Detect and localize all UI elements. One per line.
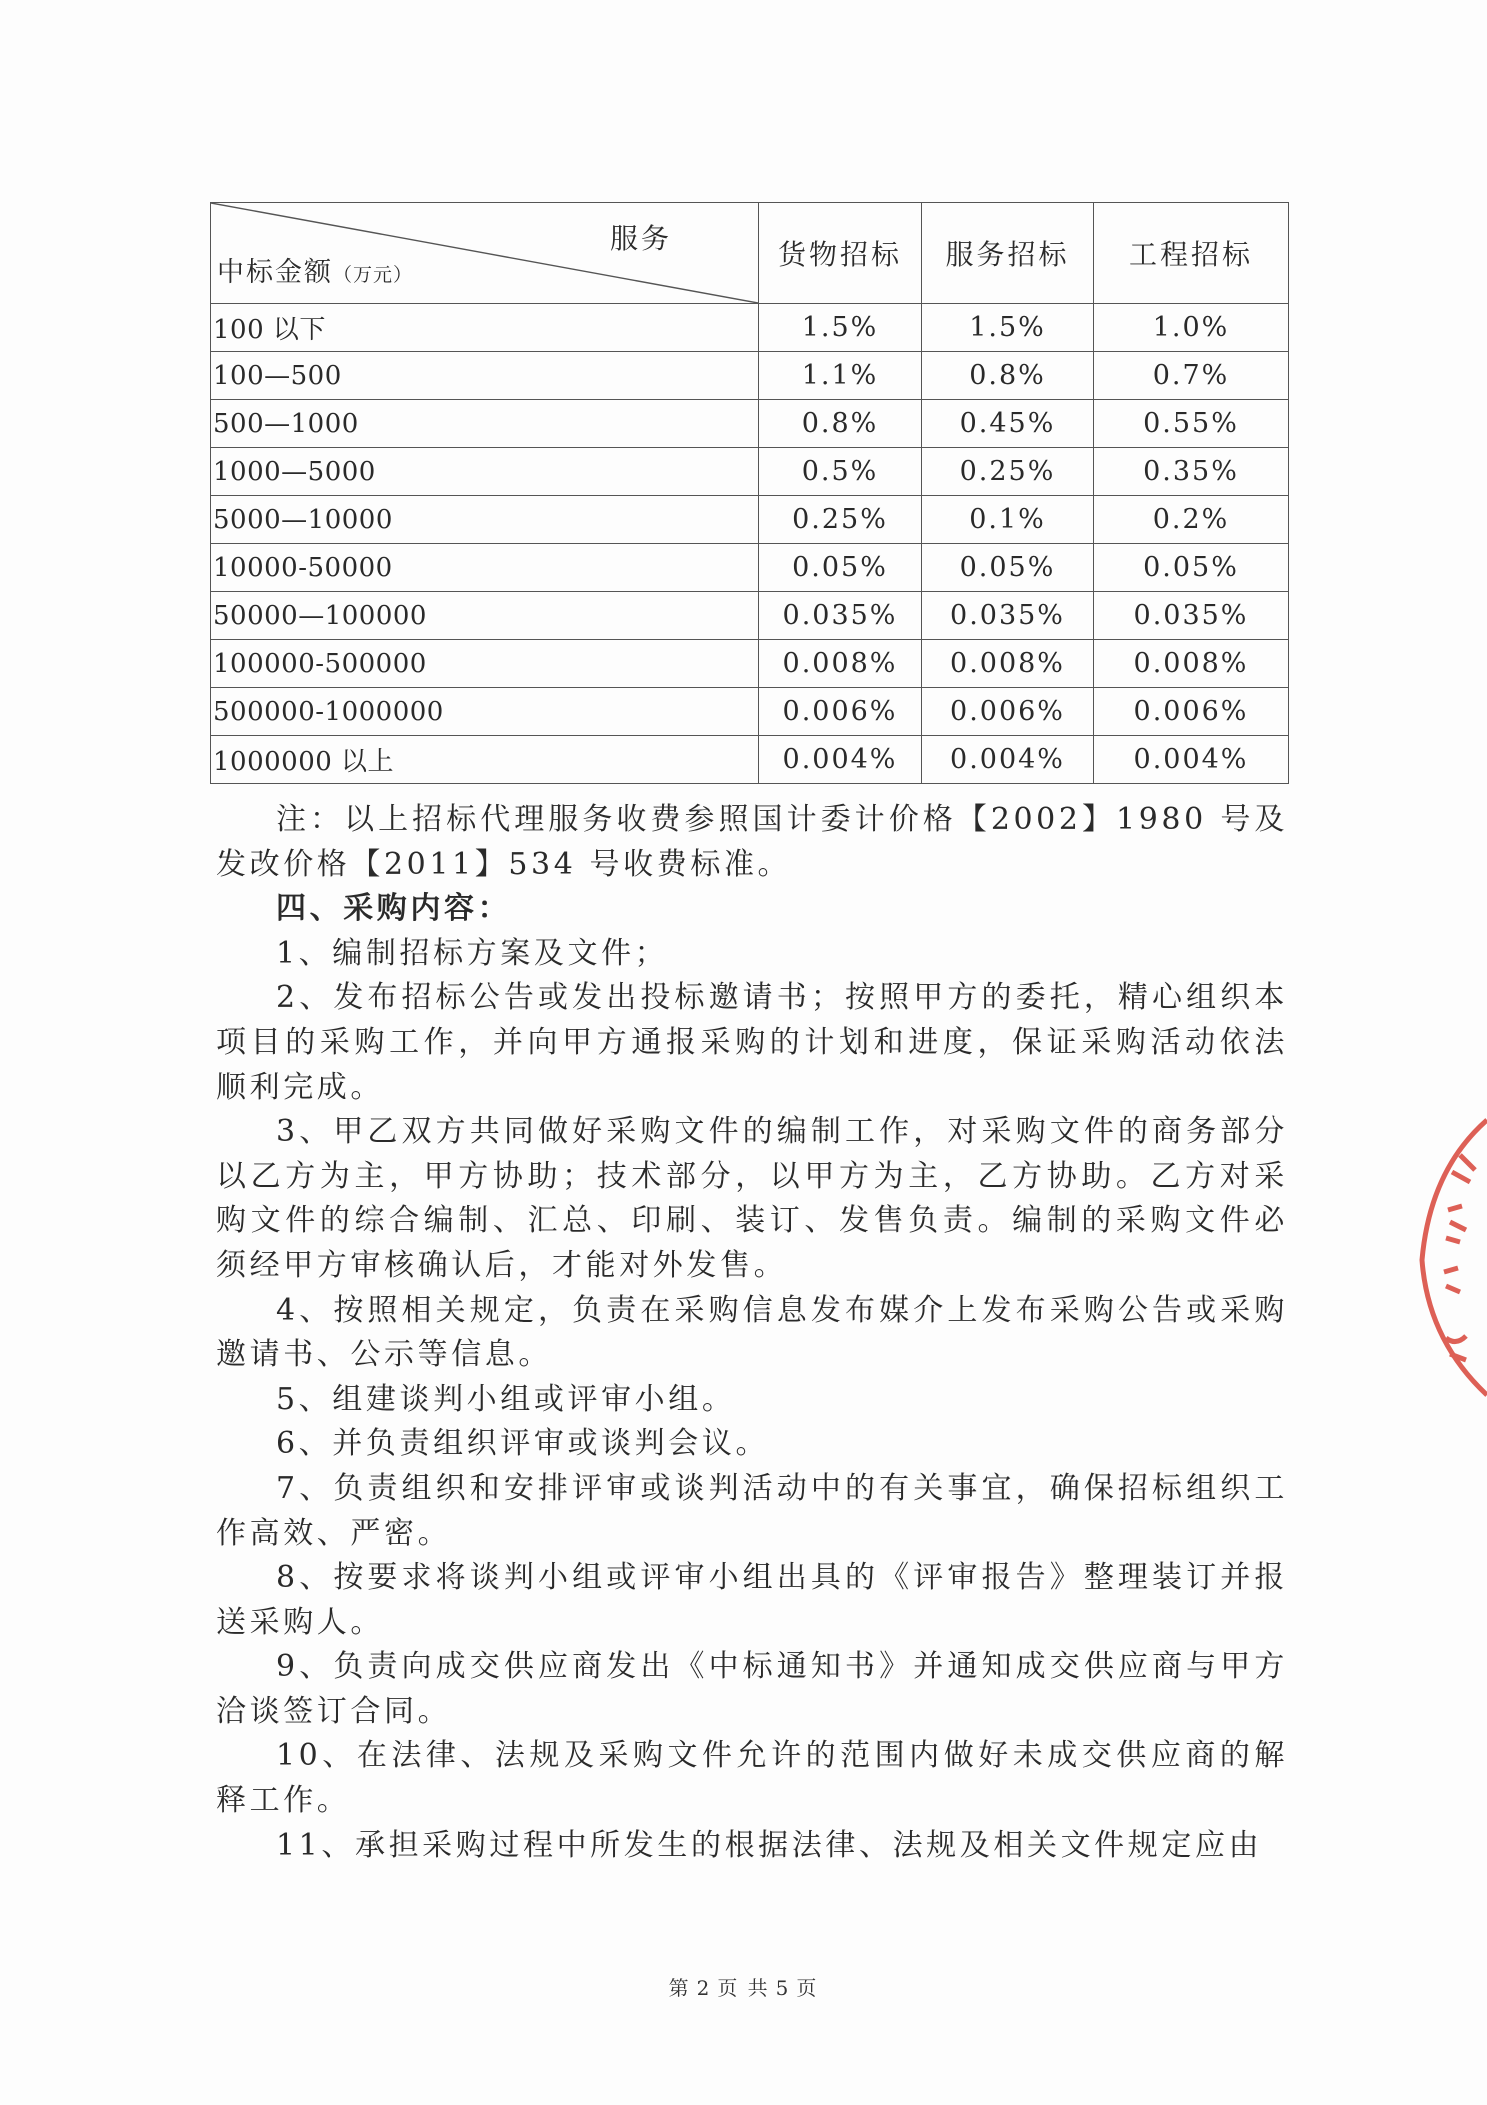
services-rate-cell: 0.1% bbox=[922, 496, 1094, 544]
list-item: 10、在法律、法规及采购文件允许的范围内做好未成交供应商的解释工作。 bbox=[216, 1738, 1288, 1819]
page-number: 2 bbox=[696, 1976, 712, 2000]
amount-range-cell: 1000000 以上 bbox=[211, 736, 759, 784]
goods-rate-cell: 1.5% bbox=[759, 304, 922, 352]
amount-range-cell: 100 以下 bbox=[211, 304, 759, 352]
amount-range-cell: 500000-1000000 bbox=[211, 688, 759, 736]
diag-amount-label: 中标金额 bbox=[217, 257, 333, 288]
goods-rate-cell: 1.1% bbox=[759, 352, 922, 400]
amount-range-cell: 100—500 bbox=[211, 352, 759, 400]
list-item: 2、发布招标公告或发出投标邀请书；按照甲方的委托，精心组织本项目的采购工作，并向甲方通报采购的计划和进度，保证采购活动依法顺利完成。 bbox=[216, 980, 1288, 1105]
amount-range-cell: 1000—5000 bbox=[211, 448, 759, 496]
goods-rate-cell: 0.035% bbox=[759, 592, 922, 640]
services-rate-cell: 0.006% bbox=[922, 688, 1094, 736]
engineering-rate-cell: 1.0% bbox=[1094, 304, 1289, 352]
goods-rate-cell: 0.006% bbox=[759, 688, 922, 736]
table-row bbox=[211, 400, 1289, 448]
engineering-rate-cell: 0.004% bbox=[1094, 736, 1289, 784]
table-row bbox=[211, 736, 1289, 784]
fee-note: 注：以上招标代理服务收费参照国计委计价格【2002】1980 号及发改价格【2011】534 号收费标准。 bbox=[216, 802, 1288, 882]
amount-range-cell: 100000-500000 bbox=[211, 640, 759, 688]
engineering-rate-cell: 0.35% bbox=[1094, 448, 1289, 496]
section-heading-procurement-content: 四、采购内容： bbox=[276, 891, 512, 927]
engineering-rate-cell: 0.05% bbox=[1094, 544, 1289, 592]
list-item: 8、按要求将谈判小组或评审小组出具的《评审报告》整理装订并报送采购人。 bbox=[216, 1560, 1288, 1640]
diag-header-amount bbox=[217, 250, 413, 289]
table-row bbox=[211, 352, 1289, 400]
diagonal-header-cell bbox=[211, 203, 759, 304]
services-rate-cell: 0.008% bbox=[922, 640, 1094, 688]
footer-middle: 页 共 bbox=[717, 1976, 770, 2000]
engineering-rate-cell: 0.006% bbox=[1094, 688, 1289, 736]
goods-rate-cell: 0.8% bbox=[759, 400, 922, 448]
goods-rate-cell: 0.05% bbox=[759, 544, 922, 592]
seal-mark bbox=[1446, 1206, 1466, 1242]
list-item: 5、组建谈判小组或评审小组。 bbox=[276, 1381, 736, 1417]
services-rate-cell: 0.004% bbox=[922, 736, 1094, 784]
amount-range-cell: 10000-50000 bbox=[211, 544, 759, 592]
list-item: 3、甲乙双方共同做好采购文件的编制工作，对采购文件的商务部分以乙方为主，甲方协助；技术部分，以甲方为主，乙方协助。乙方对采购文件的综合编制、汇总、印刷、装订、发售负责。编制的采购文件必须经甲方审核确认后，才能对外发售。 bbox=[216, 1114, 1288, 1283]
services-rate-cell: 0.25% bbox=[922, 448, 1094, 496]
goods-rate-cell: 0.25% bbox=[759, 496, 922, 544]
total-pages: 5 bbox=[775, 1976, 791, 2000]
partial-seal-stamp bbox=[1400, 1110, 1487, 1400]
services-rate-cell: 1.5% bbox=[922, 304, 1094, 352]
list-item: 9、负责向成交供应商发出《中标通知书》并通知成交供应商与甲方洽谈签订合同。 bbox=[216, 1649, 1288, 1729]
procurement-text bbox=[216, 798, 1288, 1868]
engineering-rate-cell: 0.008% bbox=[1094, 640, 1289, 688]
seal-mark bbox=[1444, 1268, 1460, 1292]
engineering-rate-cell: 0.7% bbox=[1094, 352, 1289, 400]
services-rate-cell: 0.035% bbox=[922, 592, 1094, 640]
column-header-engineering: 工程招标 bbox=[1094, 203, 1289, 304]
amount-range-cell: 50000—100000 bbox=[211, 592, 759, 640]
table-row bbox=[211, 448, 1289, 496]
services-rate-cell: 0.8% bbox=[922, 352, 1094, 400]
table-header-row bbox=[211, 203, 1289, 304]
table-row bbox=[211, 544, 1289, 592]
page-footer bbox=[0, 1972, 1487, 2001]
diag-amount-unit: （万元） bbox=[333, 264, 414, 286]
footer-prefix: 第 bbox=[668, 1976, 691, 2000]
goods-rate-cell: 0.5% bbox=[759, 448, 922, 496]
amount-range-cell: 500—1000 bbox=[211, 400, 759, 448]
list-item: 7、负责组织和安排评审或谈判活动中的有关事宜，确保招标组织工作高效、严密。 bbox=[216, 1470, 1288, 1551]
engineering-rate-cell: 0.55% bbox=[1094, 400, 1289, 448]
list-item: 6、并负责组织评审或谈判会议。 bbox=[276, 1426, 770, 1462]
column-header-services: 服务招标 bbox=[922, 203, 1094, 304]
table-row bbox=[211, 592, 1289, 640]
table-row bbox=[211, 304, 1289, 352]
fee-rate-table bbox=[210, 202, 1289, 784]
goods-rate-cell: 0.004% bbox=[759, 736, 922, 784]
goods-rate-cell: 0.008% bbox=[759, 640, 922, 688]
column-header-goods: 货物招标 bbox=[759, 203, 922, 304]
table-row bbox=[211, 640, 1289, 688]
diag-header-service: 服务 bbox=[609, 222, 672, 255]
engineering-rate-cell: 0.2% bbox=[1094, 496, 1289, 544]
list-item: 11、承担采购过程中所发生的根据法律、法规及相关文件规定应由 bbox=[276, 1827, 1263, 1863]
services-rate-cell: 0.45% bbox=[922, 400, 1094, 448]
services-rate-cell: 0.05% bbox=[922, 544, 1094, 592]
engineering-rate-cell: 0.035% bbox=[1094, 592, 1289, 640]
table-row bbox=[211, 496, 1289, 544]
list-item: 4、按照相关规定，负责在采购信息发布媒介上发布采购公告或采购邀请书、公示等信息。 bbox=[216, 1292, 1288, 1373]
amount-range-cell: 5000—10000 bbox=[211, 496, 759, 544]
footer-suffix: 页 bbox=[796, 1976, 819, 2000]
table-row bbox=[211, 688, 1289, 736]
list-item: 1、编制招标方案及文件； bbox=[276, 935, 669, 971]
